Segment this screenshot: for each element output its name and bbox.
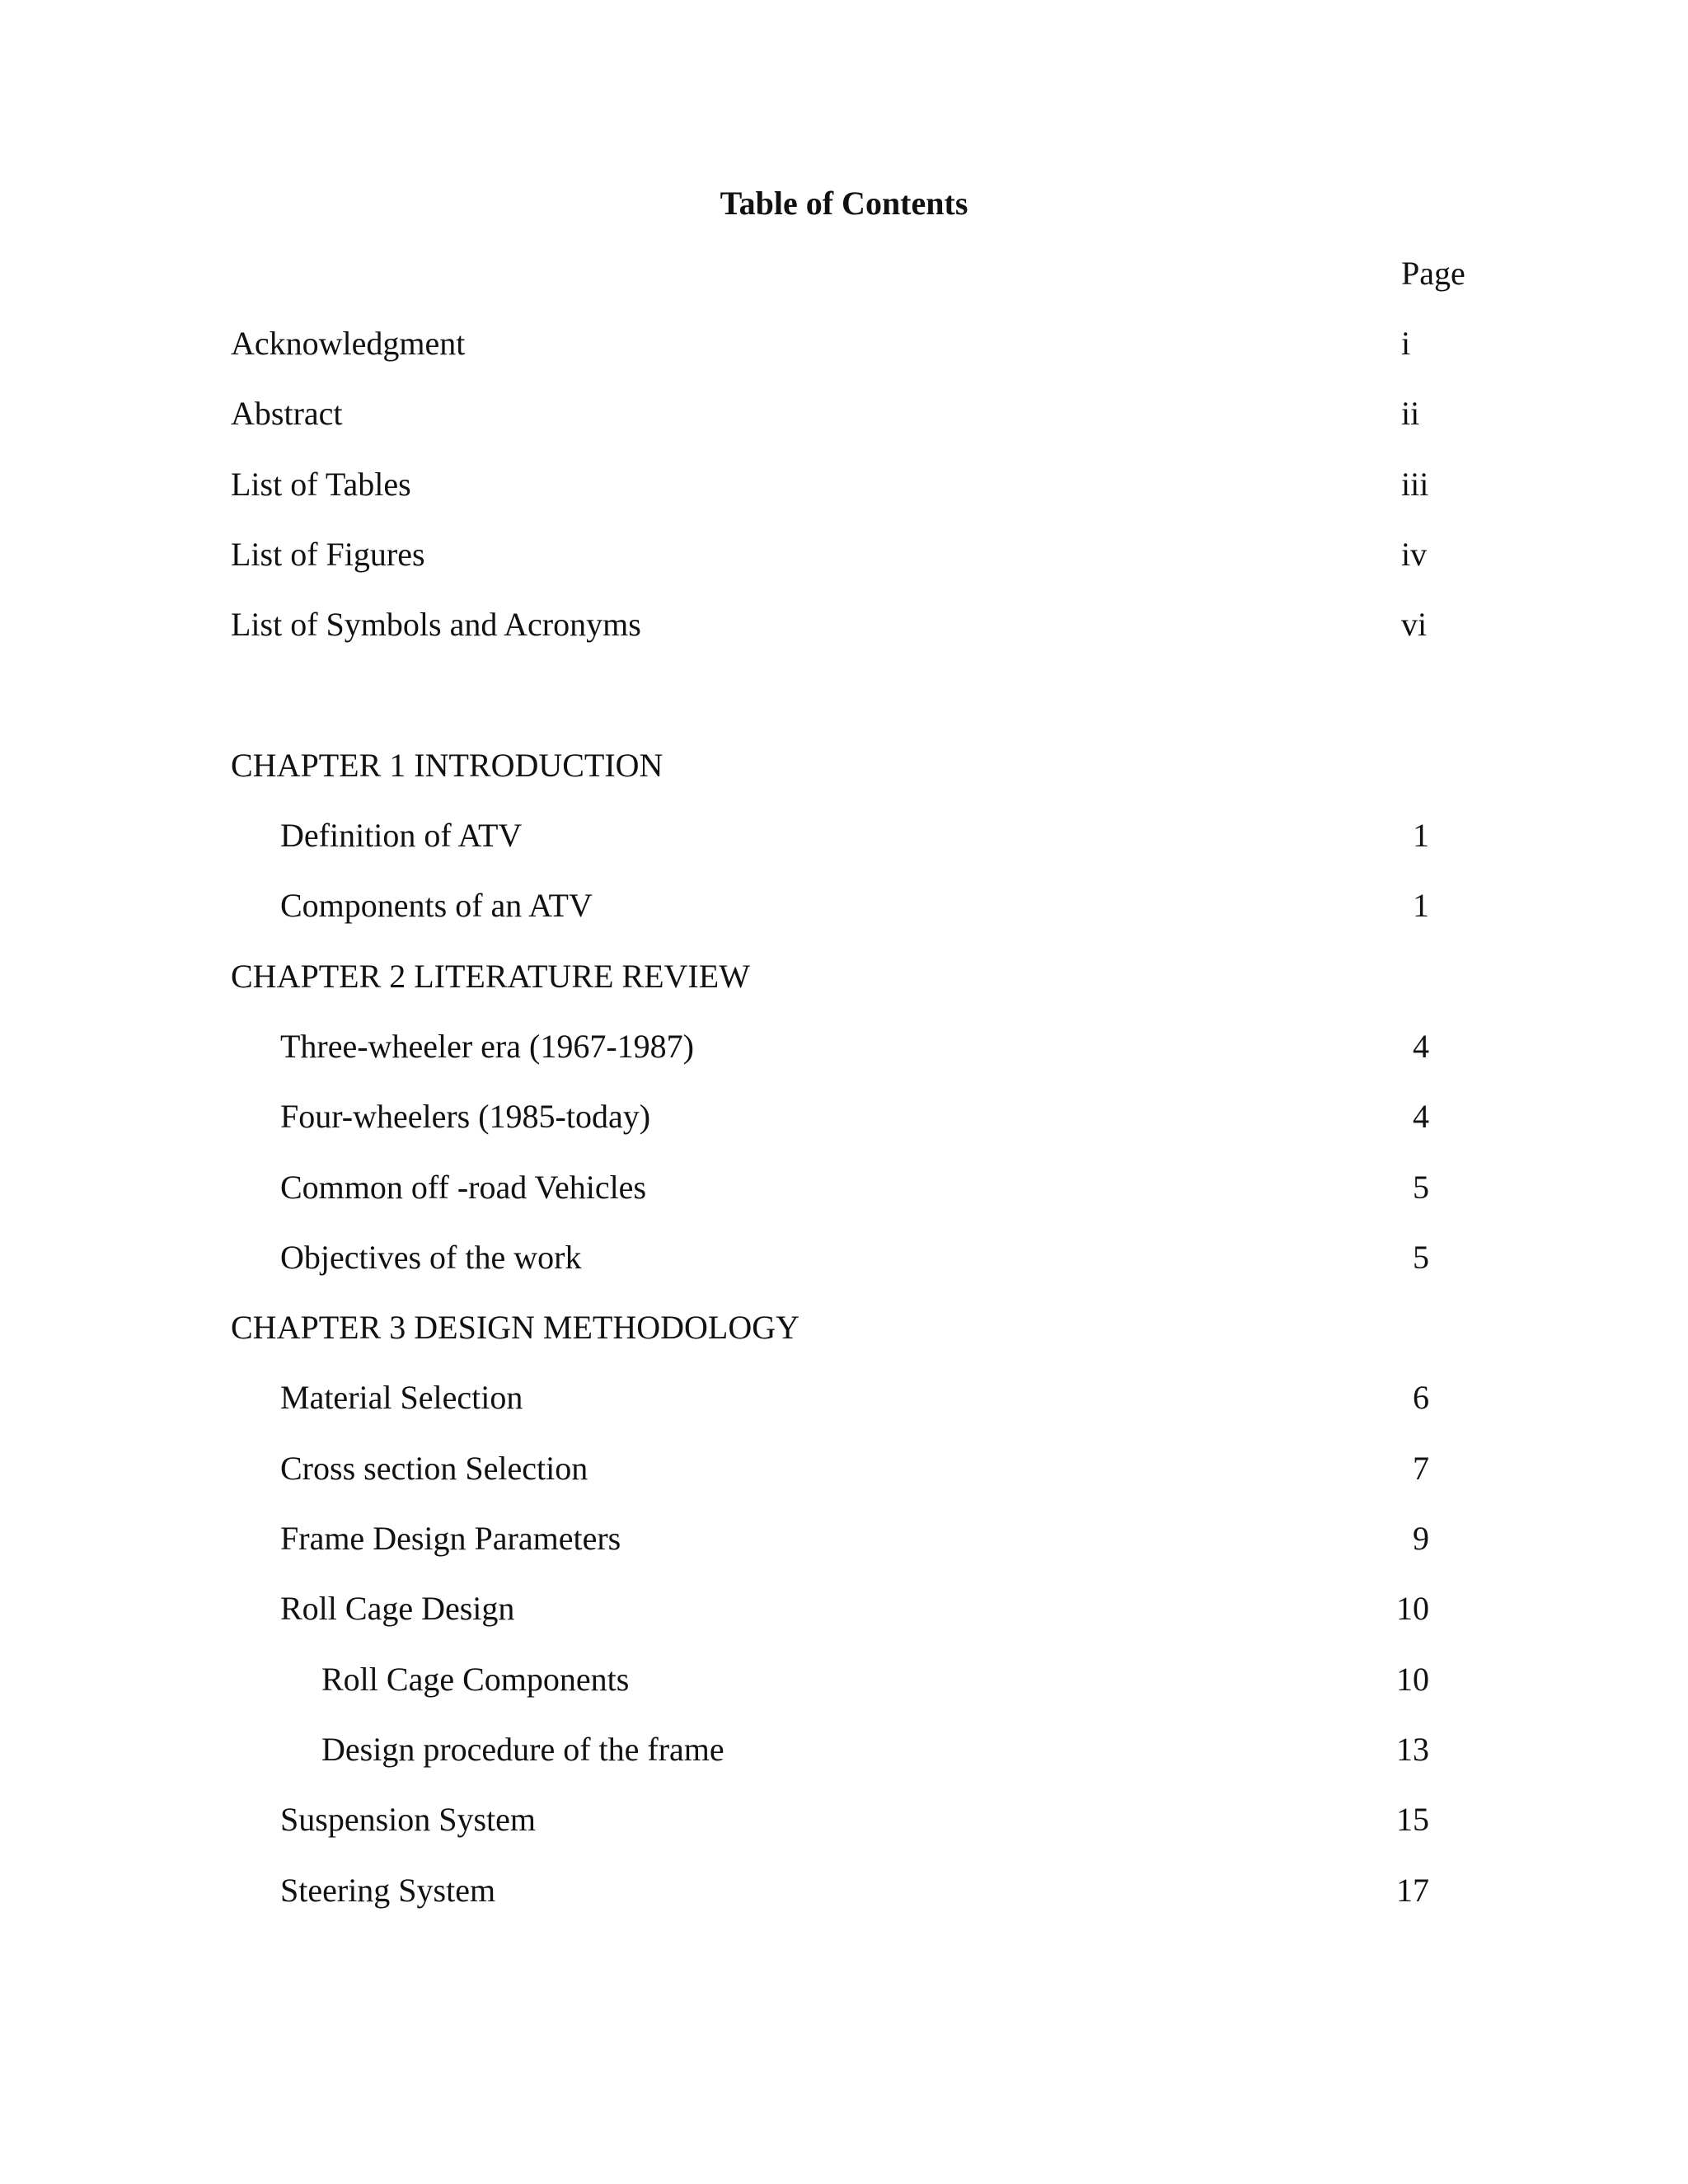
page-column-header: Page — [1401, 255, 1465, 292]
toc-entry-page: 13 — [1396, 1730, 1429, 1768]
toc-entry-label: Three-wheeler era (1967-1987) — [280, 1027, 694, 1065]
toc-entry-label: Frame Design Parameters — [280, 1520, 621, 1558]
toc-entry-steering-system[interactable] — [0, 1870, 1688, 1940]
toc-entry-material-selection[interactable] — [0, 1377, 1688, 1447]
toc-entry-list-of-figures[interactable] — [0, 534, 1688, 604]
toc-entry-page: 1 — [1413, 817, 1429, 855]
toc-entry-suspension-system[interactable] — [0, 1799, 1688, 1869]
toc-entry-label: Components of an ATV — [280, 887, 593, 925]
chapter-heading: CHAPTER 2 LITERATURE REVIEW — [231, 957, 750, 995]
page-title: Table of Contents — [720, 185, 968, 222]
toc-entry-label: Material Selection — [280, 1379, 523, 1417]
chapter-heading: CHAPTER 3 DESIGN METHODOLOGY — [231, 1309, 799, 1347]
toc-entry-page: 9 — [1413, 1520, 1429, 1558]
toc-entry-label: Design procedure of the frame — [321, 1730, 724, 1768]
toc-entry-common-off-road-vehicles[interactable] — [0, 1167, 1688, 1237]
toc-entry-page: 10 — [1396, 1590, 1429, 1628]
toc-entry-page: 1 — [1413, 887, 1429, 925]
toc-entry-page: 6 — [1413, 1379, 1429, 1417]
toc-entry-page: 5 — [1413, 1238, 1429, 1276]
toc-entry-acknowledgment[interactable] — [0, 323, 1688, 393]
toc-entry-label: List of Symbols and Acronyms — [231, 606, 641, 644]
toc-entry-page: 4 — [1413, 1027, 1429, 1065]
toc-entry-label: Common off -road Vehicles — [280, 1168, 647, 1206]
toc-entry-roll-cage-components[interactable] — [0, 1659, 1688, 1729]
toc-entry-definition-of-atv[interactable] — [0, 815, 1688, 885]
toc-entry-frame-design-parameters[interactable] — [0, 1518, 1688, 1588]
toc-entry-page: 15 — [1396, 1801, 1429, 1839]
toc-entry-label: Abstract — [231, 395, 343, 433]
toc-entry-label: Four-wheelers (1985-today) — [280, 1098, 651, 1136]
toc-entry-label: Objectives of the work — [280, 1238, 582, 1276]
toc-entry-page: 5 — [1413, 1168, 1429, 1206]
toc-entry-page: iii — [1401, 465, 1429, 503]
toc-entry-components-of-atv[interactable] — [0, 885, 1688, 955]
toc-entry-label: Roll Cage Components — [321, 1660, 630, 1698]
toc-entry-page: ii — [1401, 395, 1420, 433]
toc-entry-list-of-symbols[interactable] — [0, 604, 1688, 674]
toc-entry-cross-section-selection[interactable] — [0, 1448, 1688, 1518]
toc-entry-three-wheeler-era[interactable] — [0, 1026, 1688, 1096]
toc-entry-page: 10 — [1396, 1660, 1429, 1698]
toc-entry-label: Acknowledgment — [231, 325, 466, 362]
toc-entry-page: iv — [1401, 535, 1428, 573]
toc-entry-page: 17 — [1396, 1871, 1429, 1909]
chapter-heading: CHAPTER 1 INTRODUCTION — [231, 746, 663, 784]
toc-entry-objectives[interactable] — [0, 1237, 1688, 1307]
toc-entry-label: Roll Cage Design — [280, 1590, 515, 1628]
toc-entry-label: List of Figures — [231, 535, 425, 573]
toc-entry-page: vi — [1401, 606, 1428, 644]
toc-entry-label: Suspension System — [280, 1801, 537, 1839]
toc-list — [0, 323, 1688, 1940]
toc-entry-label: Definition of ATV — [280, 817, 523, 855]
toc-entry-design-procedure[interactable] — [0, 1729, 1688, 1799]
toc-entry-four-wheelers[interactable] — [0, 1096, 1688, 1166]
toc-chapter-3-heading[interactable] — [0, 1307, 1688, 1377]
toc-entry-label: List of Tables — [231, 465, 411, 503]
toc-entry-abstract[interactable] — [0, 393, 1688, 463]
toc-entry-page: 4 — [1413, 1098, 1429, 1136]
toc-entry-roll-cage-design[interactable] — [0, 1588, 1688, 1658]
toc-entry-label: Steering System — [280, 1871, 496, 1909]
toc-entry-list-of-tables[interactable] — [0, 464, 1688, 534]
toc-entry-page: i — [1401, 325, 1411, 362]
toc-spacer — [0, 674, 1688, 744]
toc-entry-label: Cross section Selection — [280, 1449, 588, 1487]
toc-chapter-1-heading[interactable] — [0, 745, 1688, 815]
toc-chapter-2-heading[interactable] — [0, 956, 1688, 1026]
toc-entry-page: 7 — [1413, 1449, 1429, 1487]
